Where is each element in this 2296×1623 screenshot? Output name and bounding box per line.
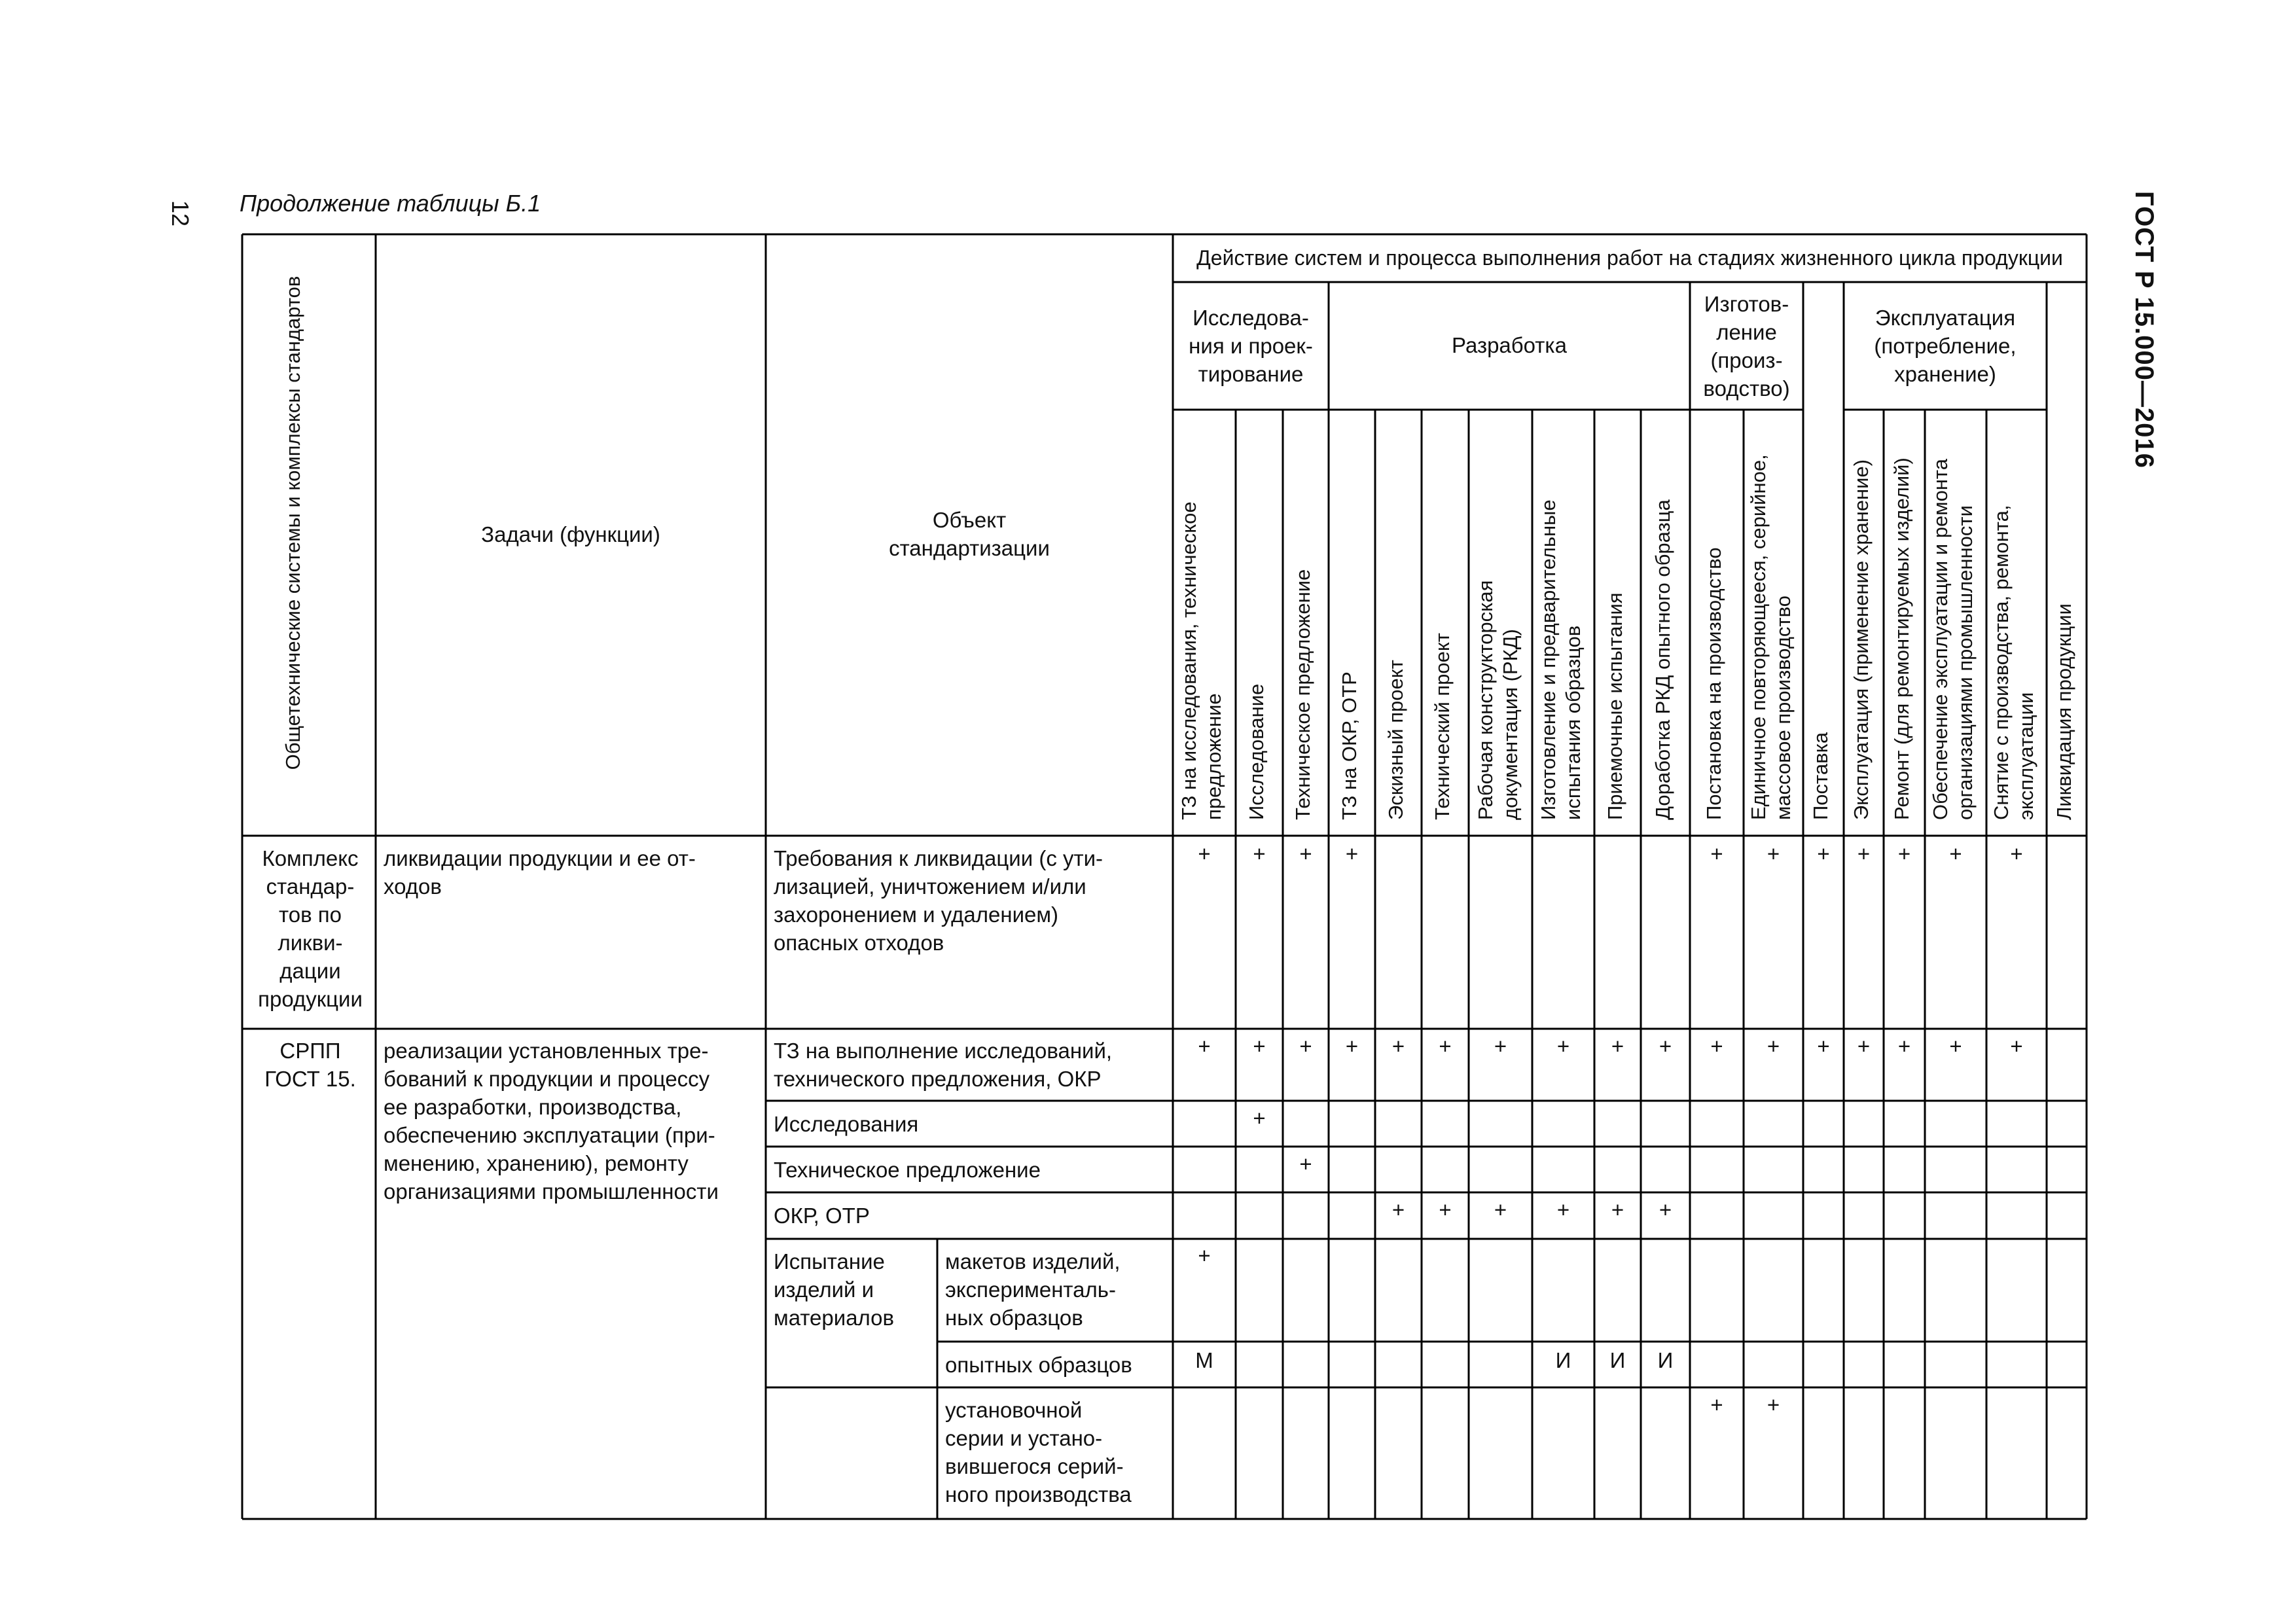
header-group-manufacturing: Изготов- ление (произ- водство) (1703, 292, 1790, 401)
stage-header-12 (1744, 410, 1803, 836)
document-code: ГОСТ Р 15.000—2016 (2130, 191, 2159, 469)
row-srpp-object-4: ОКР, ОТР (774, 1204, 870, 1228)
stage-header-9 (1594, 410, 1641, 836)
header-group-operation: Эксплуатация (потребление, хранение) (1874, 306, 2017, 386)
stage-header-label: Эксплуатация (применение хранение) (1850, 459, 1873, 820)
stage-header-3 (1283, 410, 1329, 836)
table-caption: Продолжение таблицы Б.1 (240, 190, 541, 217)
row-srpp-testing-item-1: макетов изделий, эксперименталь- ных образцов (945, 1249, 1121, 1330)
stage-header-label: Приемочные испытания (1604, 592, 1626, 820)
row-srpp-testing-label: Испытание изделий и материалов (774, 1249, 895, 1330)
stage-header-17 (1986, 410, 2047, 836)
stage-header-8 (1532, 410, 1594, 836)
stage-header-label: Обеспечение эксплуатации и ремонта организациями промышленности (1929, 458, 1977, 820)
stage-header-label: ТЗ на ОКР, ОТР (1338, 671, 1361, 820)
stage-header-label: Исследование (1245, 683, 1268, 820)
stage-header-label: Технический проект (1431, 632, 1454, 820)
stage-header-label: Эскизный проект (1384, 660, 1407, 820)
stage-header-label: ТЗ на исследования, техническое предложение (1177, 501, 1225, 820)
stage-header-label: Ремонт (для ремонтируемых изделий) (1890, 457, 1913, 820)
stage-header-4 (1329, 410, 1375, 836)
stage-header-15 (1884, 410, 1925, 836)
header-tasks: Задачи (функции) (481, 522, 660, 546)
stage-header-label: Техническое предложение (1291, 569, 1314, 820)
stage-header-label: Снятие с производства, ремонта, эксплуатации (1990, 505, 2037, 820)
header-object: Объект стандартизации (889, 508, 1050, 560)
stage-header-11 (1690, 410, 1744, 836)
stage-header-18 (2047, 410, 2087, 836)
row-liquidation-system: Комплекс стандар- тов по ликви- дации продукции (258, 846, 363, 1011)
stage-header-13 (1803, 410, 1844, 836)
row-srpp-testing-item-3: установочной серии и устано- вившегося серий- ного производства (945, 1398, 1132, 1507)
page-number: 12 (167, 200, 194, 227)
stage-header-label: Изготовление и предварительные испытания образцов (1537, 499, 1585, 820)
row-srpp-object-1: ТЗ на выполнение исследований, технического предложения, ОКР (774, 1039, 1113, 1091)
stage-header-10 (1641, 410, 1690, 836)
row-liquidation-task: ликвидации продукции и ее от- ходов (384, 846, 696, 899)
row-srpp-task: реализации установленных тре- бований к продукции и процессу ее разработки, производства, обеспечению эксплуатации (при- менению, хранению), ремонту организациями промышленности (384, 1039, 719, 1204)
stage-header-label: Единичное повторяющееся, серийное, массовое производство (1747, 454, 1795, 820)
stage-header-1 (1173, 410, 1236, 836)
row-srpp-object-2: Исследования (774, 1112, 919, 1136)
stage-header-label: Рабочая конструкторская документация (РКД) (1474, 580, 1522, 820)
stage-header-label: Ликвидация продукции (2053, 603, 2075, 820)
row-srpp-object-3: Техническое предложение (774, 1158, 1041, 1182)
row-liquidation-object: Требования к ликвидации (с ути- лизацией, уничтожением и/или захоронением и удалением) опасных отходов (774, 846, 1103, 955)
header-systems: Общетехнические системы и комплексы стандартов (281, 276, 304, 770)
stage-header-label: Доработка РКД опытного образца (1651, 499, 1674, 820)
header-group-development: Разработка (1452, 333, 1567, 357)
stage-header-7 (1469, 410, 1532, 836)
row-srpp-testing-item-2: опытных образцов (945, 1353, 1132, 1377)
header-lifecycle: Действие систем и процесса выполнения работ на стадиях жизненного цикла продукции (1196, 246, 2063, 270)
row-srpp-system: СРПП ГОСТ 15. (264, 1039, 356, 1091)
stage-header-14 (1844, 410, 1884, 836)
header-group-research: Исследова- ния и проек- тирование (1189, 306, 1313, 386)
stage-header-5 (1375, 410, 1422, 836)
stage-header-16 (1925, 410, 1986, 836)
stage-header-2 (1236, 410, 1283, 836)
stage-header-6 (1422, 410, 1469, 836)
stage-header-label: Постановка на производство (1702, 547, 1725, 820)
stage-header-label: Поставка (1809, 732, 1832, 820)
